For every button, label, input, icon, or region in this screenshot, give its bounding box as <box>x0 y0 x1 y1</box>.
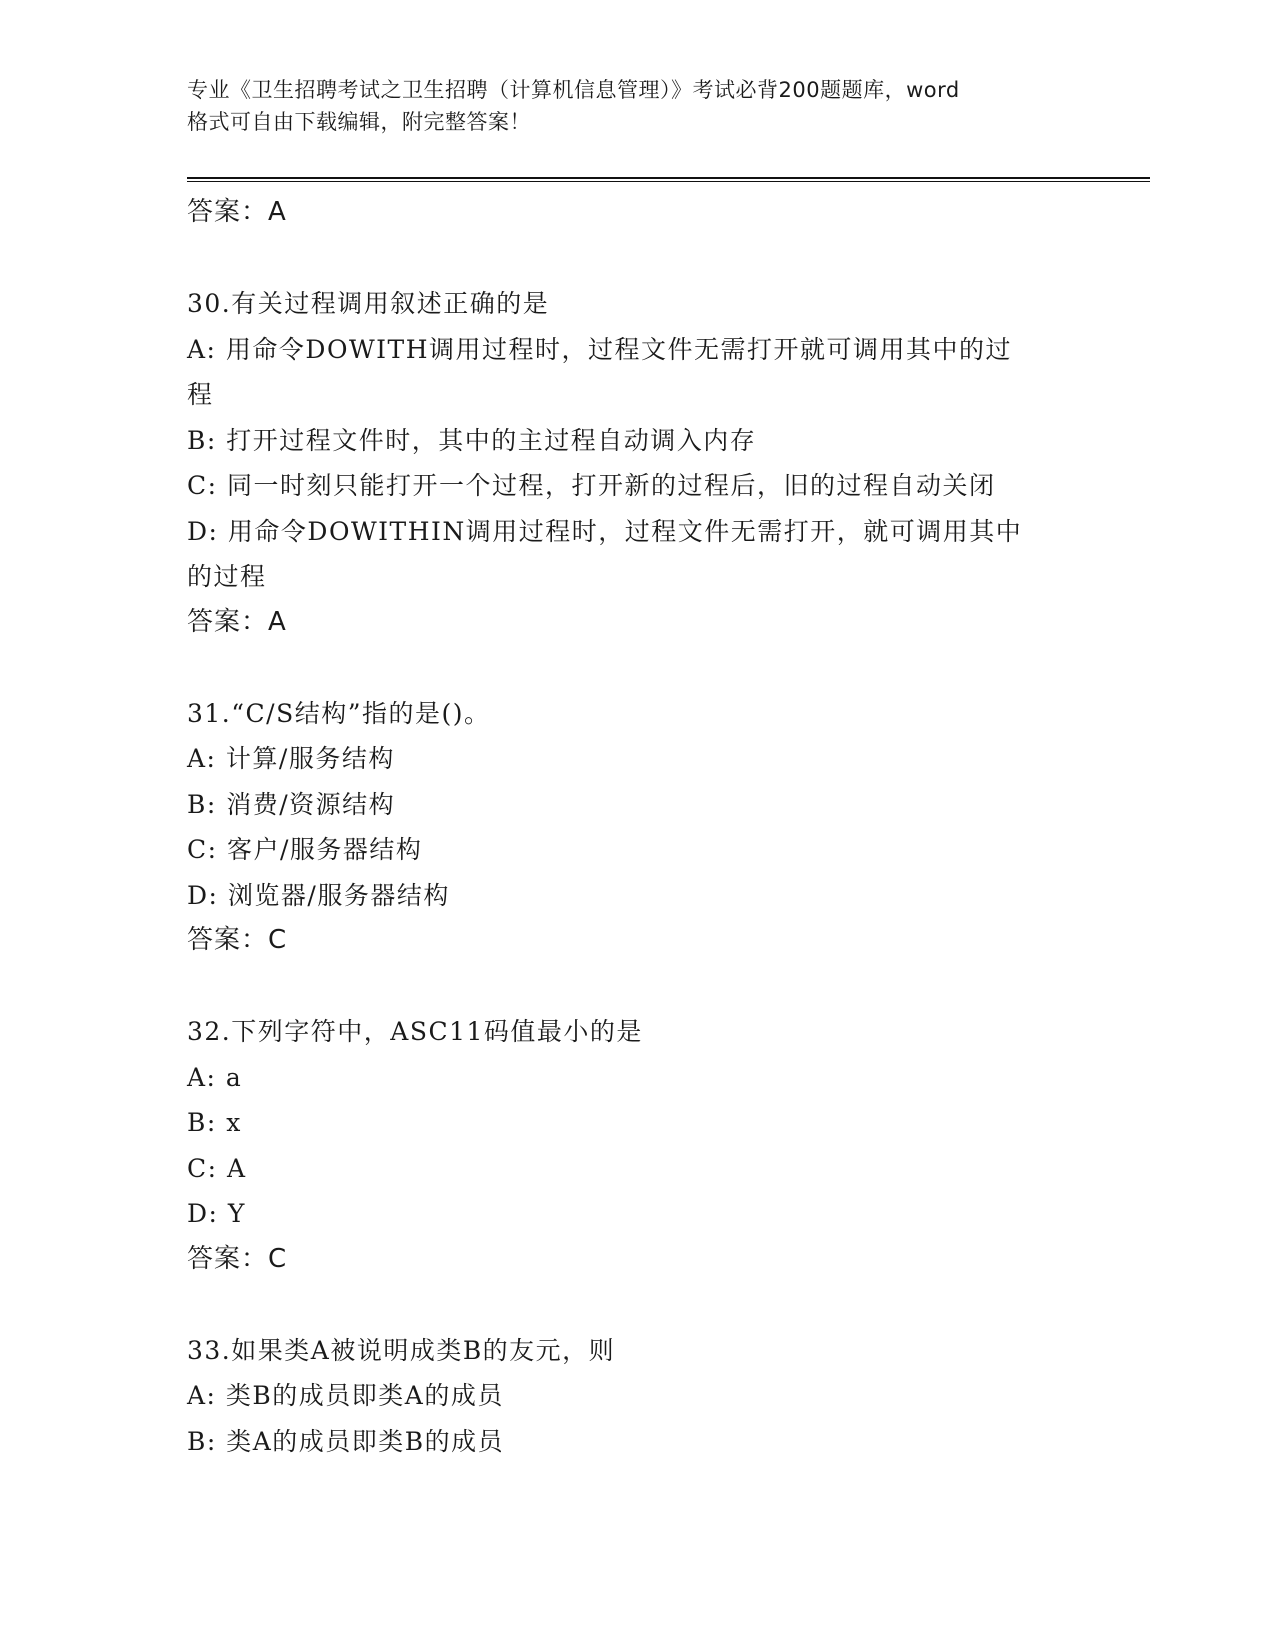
option-line: D: 浏览器/服务器结构 <box>187 880 450 910</box>
answer-line: 答案：A <box>187 197 287 227</box>
option-line: B: 消费/资源结构 <box>187 789 396 819</box>
option-line: B: 打开过程文件时，其中的主过程自动调入内存 <box>187 425 757 455</box>
answer-line: 答案：C <box>187 1243 288 1274</box>
option-line: A: a <box>187 1062 243 1092</box>
answer-line: 答案：A <box>187 606 287 637</box>
question-stem: 32.下列字符中，ASC11码值最小的是 <box>187 1017 643 1046</box>
option-line: D: Y <box>187 1199 246 1228</box>
option-line: B: 类A的成员即类B的成员 <box>187 1426 505 1456</box>
question-block-31 <box>187 691 1067 964</box>
question-block-32 <box>187 1009 1067 1282</box>
option-line: 程 <box>187 380 214 409</box>
header-line-2: 格式可自由下载编辑，附完整答案！ <box>187 110 531 134</box>
question-block-33 <box>187 1328 1067 1465</box>
option-line: A: 类B的成员即类A的成员 <box>187 1381 504 1410</box>
option-line: C: 同一时刻只能打开一个过程，打开新的过程后，旧的过程自动关闭 <box>187 471 996 500</box>
spacer <box>187 236 1067 282</box>
option-line: C: A <box>187 1153 247 1183</box>
answer-line: 答案：C <box>187 925 288 955</box>
option-line: C: 客户/服务器结构 <box>187 835 423 864</box>
page-header <box>187 74 1087 138</box>
option-line: A: 计算/服务结构 <box>187 744 395 773</box>
spacer <box>187 1282 1067 1328</box>
option-line: A: 用命令DOWITH调用过程时，过程文件无需打开就可调用其中的过 <box>187 334 1013 364</box>
option-line: 的过程 <box>187 562 267 591</box>
header-line-1: 专业《卫生招聘考试之卫生招聘（计算机信息管理）》考试必背200题题库，word <box>187 78 960 102</box>
spacer <box>187 964 1067 1010</box>
option-line: B: x <box>187 1108 242 1137</box>
question-stem: 31.“C/S结构”指的是()。 <box>187 698 491 728</box>
spacer <box>187 645 1067 691</box>
question-block-30 <box>187 281 1067 645</box>
question-stem: 30.有关过程调用叙述正确的是 <box>187 289 550 318</box>
document-body <box>187 190 1067 1464</box>
question-stem: 33.如果类A被说明成类B的友元，则 <box>187 1335 616 1365</box>
header-divider <box>187 177 1150 182</box>
option-line: D: 用命令DOWITHIN调用过程时，过程文件无需打开，就可调用其中 <box>187 516 1023 546</box>
